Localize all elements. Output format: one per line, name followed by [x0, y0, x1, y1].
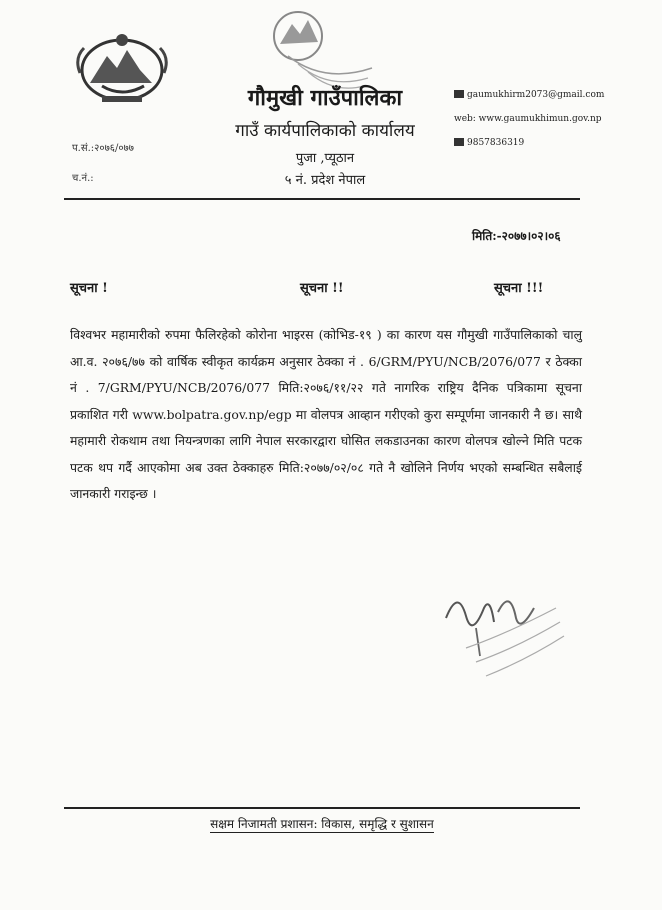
notice-heading-3: सूचना !!! [494, 281, 544, 296]
email-icon [454, 90, 464, 98]
web-text: web: www.gaumukhimun.gov.np [454, 114, 602, 124]
email-text: gaumukhirm2073@gmail.com [467, 90, 605, 100]
footer-motto-text: सक्षम निजामती प्रशासन: विकास, समृद्धि र सुशासन [210, 817, 434, 831]
notice-heading-1: सूचना ! [70, 281, 108, 296]
office-place: पुजा ,प्यूठान [295, 151, 355, 166]
notice-body: विश्वभर महामारीको रुपमा फैलिरहेको कोरोना भाइरस (कोभिड-१९ ) का कारण यस गौमुखी गाउँपालिकाको चालु आ.व. २०७६/७७ को वार्षिक स्वीकृत कार्यक्रम अनुसार ठेक्का नं . 6/GRM/PYU/NCB/2076/077 र ठेक्का नं . 7/GRM/PYU/NCB/2076/077 मिति:२०७६/११/२२ गते नागरिक राष्ट्रिय दैनिक पत्रिकामा सूचना प्रकाशित गरी www.bolpatra.gov.np/egp मा वोलपत्र आव्हान गरीएको कुरा सम्पूर्णमा जानकारी नै छ। साथै महामारी रोकथाम तथा नियन्त्रणका लागि नेपाल सरकारद्वारा घोसित लकडाउनका कारण वोलपत्र खोल्ने मिति पटक पटक थप गर्दै आएकोमा अब उक्त ठेक्काहरु मिति:२०७७/०२/०८ गते नै खोलिने निर्णय भएको सम्बन्धित सबैलाई जानकारी गराइन्छ । [70, 327, 582, 501]
letter-date: मिति:-२०७७।०२।०६ [472, 229, 561, 243]
contact-phone [454, 138, 524, 148]
contact-email [454, 90, 604, 100]
phone-icon [454, 138, 464, 146]
dispatch-number: च.नं.: [72, 173, 94, 184]
organization-name: गौमुखी गाउँपालिका [247, 85, 403, 111]
office-province: ५ नं. प्रदेश नेपाल [284, 173, 366, 188]
notice-heading-2: सूचना !! [300, 281, 344, 296]
footer-divider [64, 807, 580, 809]
nepal-emblem-icon [72, 28, 172, 108]
header-divider [64, 198, 580, 200]
reference-number: प.सं.:२०७६/०७७ [72, 143, 134, 154]
phone-text: 9857836319 [467, 138, 525, 148]
handwritten-signature-icon [436, 578, 576, 688]
contact-web [454, 114, 602, 124]
office-name: गाउँ कार्यपालिकाको कार्यालय [235, 121, 415, 141]
footer-motto [64, 815, 580, 832]
